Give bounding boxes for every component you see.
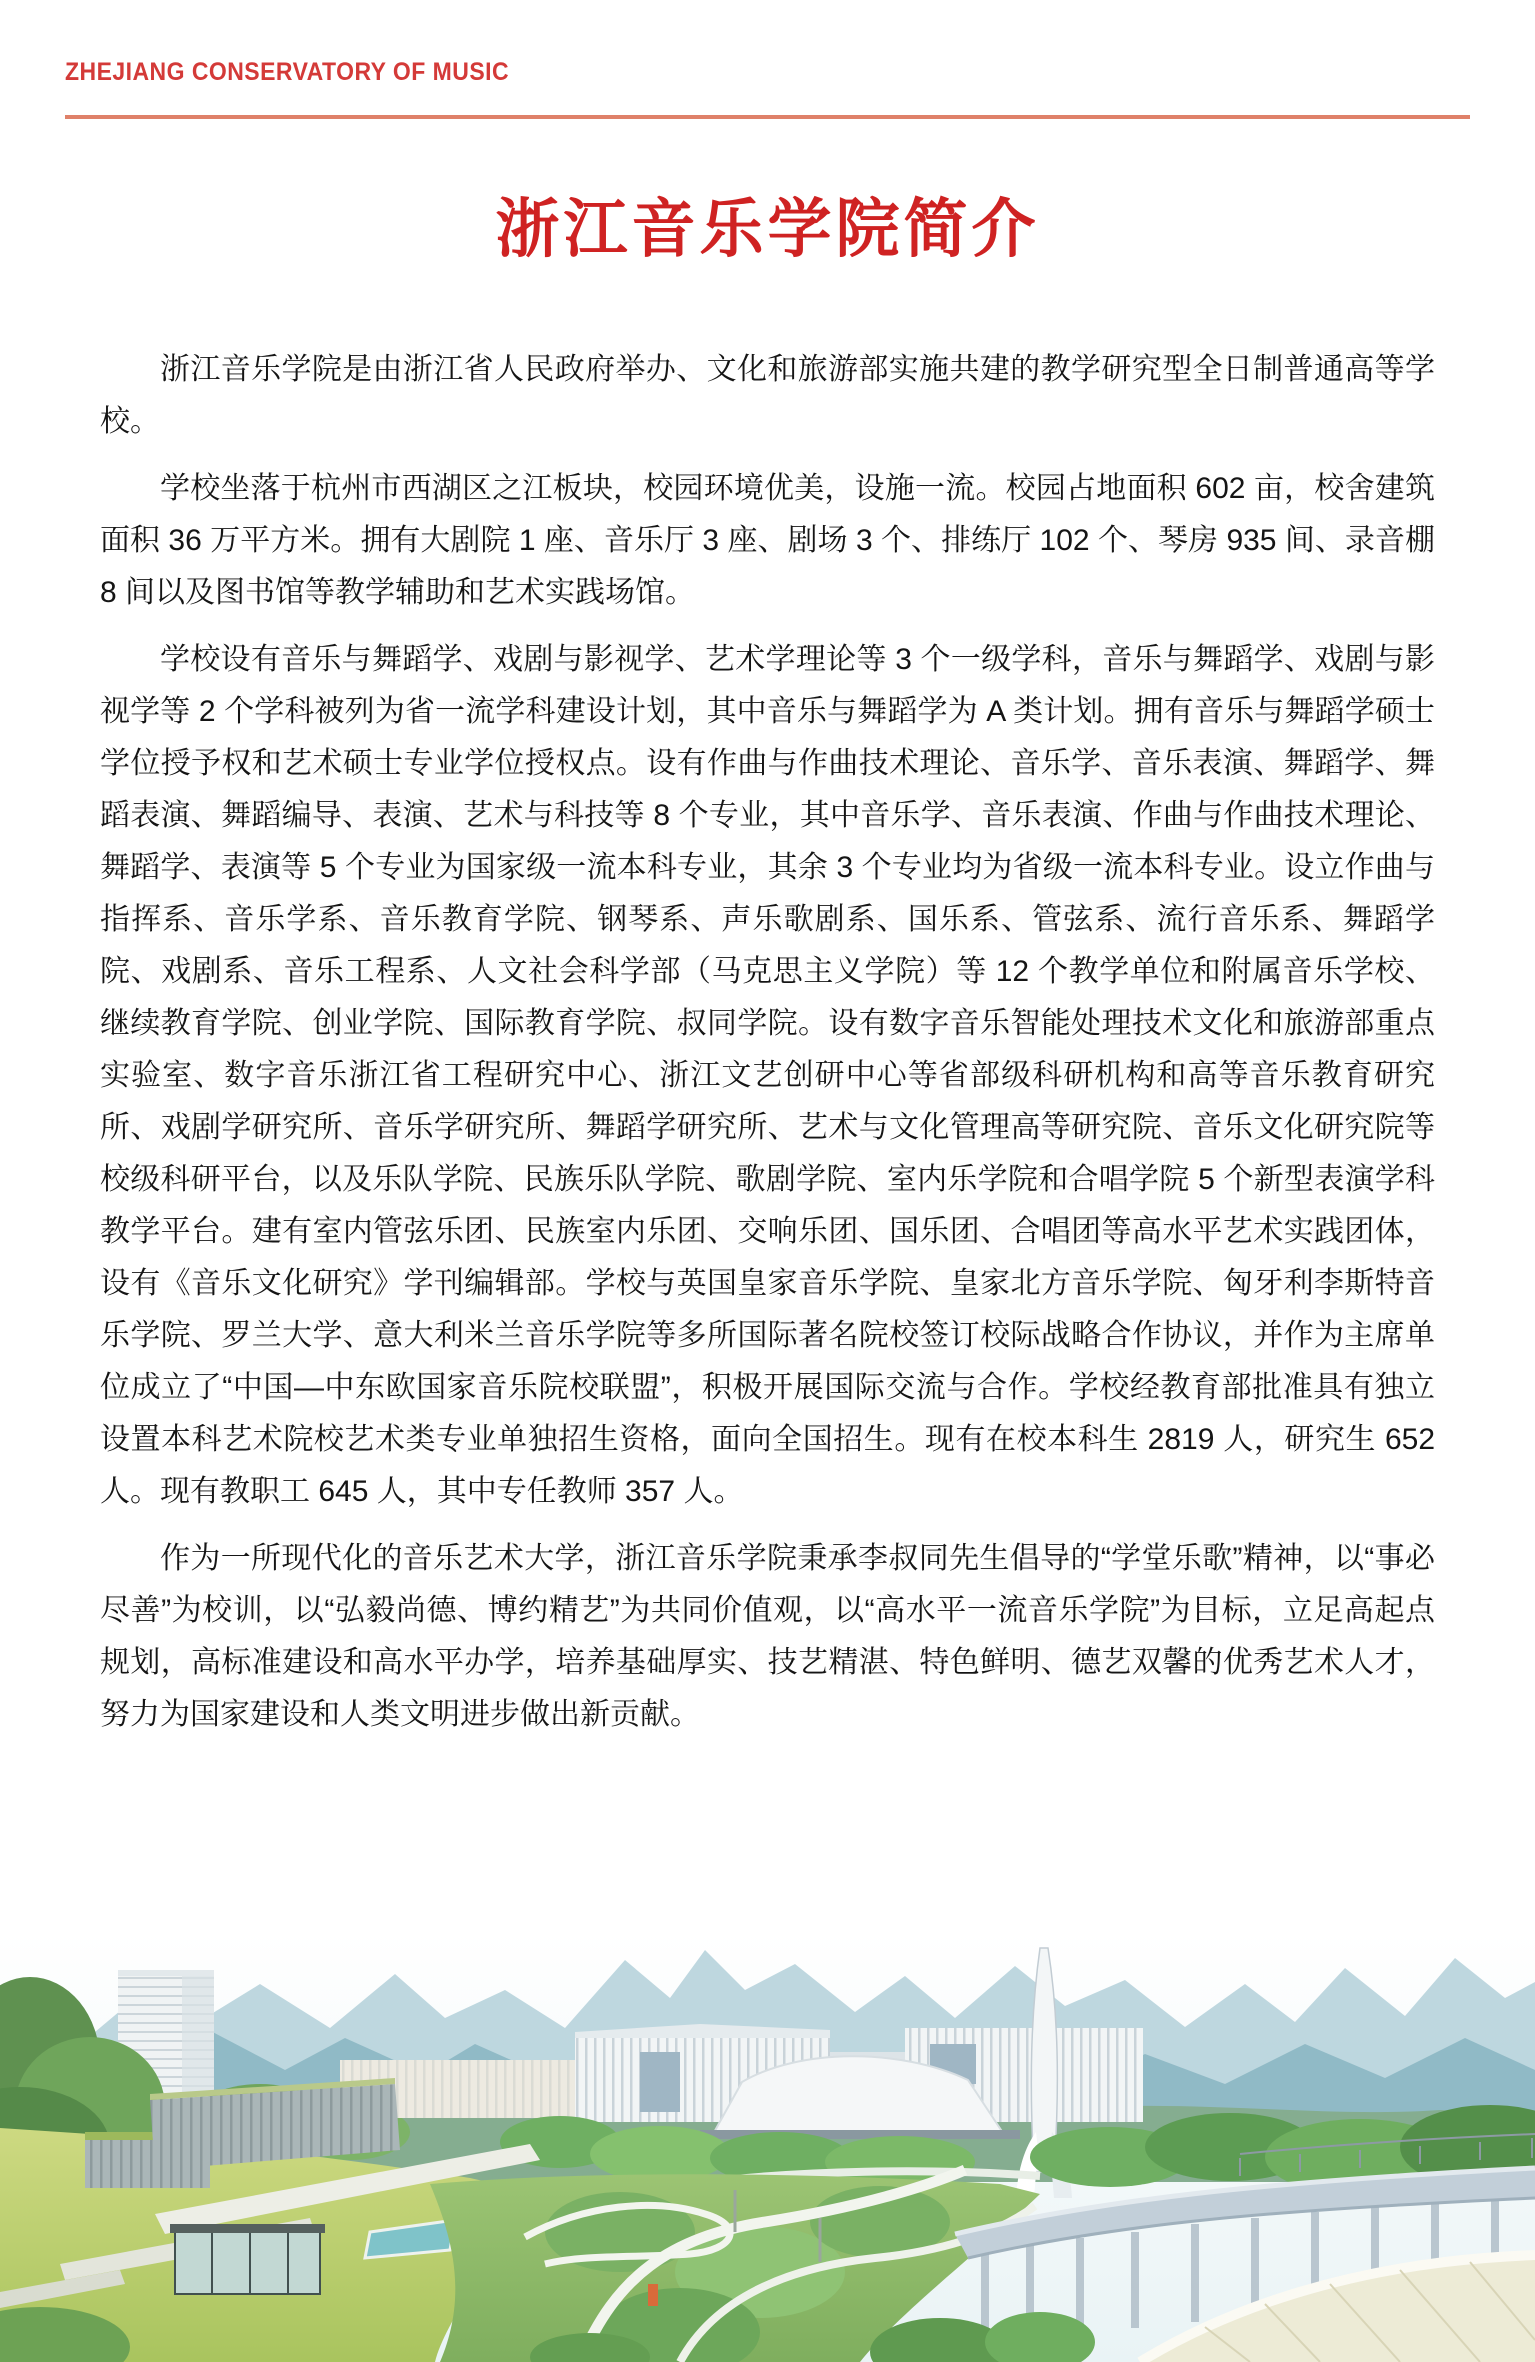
- article-body: [100, 344, 1435, 1756]
- masthead-rule: [65, 115, 1470, 119]
- masthead: [65, 58, 1470, 92]
- campus-photo: [0, 1932, 1535, 2362]
- paragraph-vision: 作为一所现代化的音乐艺术大学，浙江音乐学院秉承李叔同先生倡导的“学堂乐歌”精神，以“事必尽善”为校训，以“弘毅尚德、博约精艺”为共同价值观，以“高水平一流音乐学院”为目标，立足高起点规划，高标准建设和高水平办学，培养基础厚实、技艺精湛、特色鲜明、德艺双馨的优秀艺术人才，努力为国家建设和人类文明进步做出新贡献。: [100, 1542, 1435, 1731]
- paragraph-academics: 学校设有音乐与舞蹈学、戏剧与影视学、艺术学理论等 3 个一级学科，音乐与舞蹈学、戏剧与影视学等 2 个学科被列为省一流学科建设计划，其中音乐与舞蹈学为 A 类计划。拥有音乐与舞蹈学硕士学位授予权和艺术硕士专业学位授权点。设有作曲与作曲技术理论、音乐学、音乐表演、舞蹈学、舞蹈表演、舞蹈编导、表演、艺术与科技等 8 个专业，其中音乐学、音乐表演、作曲与作曲技术理论、舞蹈学、表演等 5 个专业为国家级一流本科专业，其余 3 个专业均为省级一流本科专业。设立作曲与指挥系、音乐学系、音乐教育学院、钢琴系、声乐歌剧系、国乐系、管弦系、流行音乐系、舞蹈学院、戏剧系、音乐工程系、人文社会科学部（马克思主义学院）等 12 个教学单位和附属音乐学校、继续教育学院、创业学院、国际教育学院、叔同学院。设有数字音乐智能处理技术文化和旅游部重点实验室、数字音乐浙江省工程研究中心、浙江文艺创研中心等省部级科研机构和高等音乐教育研究所、戏剧学研究所、音乐学研究所、舞蹈学研究所、艺术与文化管理高等研究院、音乐文化研究院等校级科研平台，以及乐队学院、民族乐队学院、歌剧学院、室内乐学院和合唱学院 5 个新型表演学科教学平台。建有室内管弦乐团、民族室内乐团、交响乐团、国乐团、合唱团等高水平艺术实践团体，设有《音乐文化研究》学刊编辑部。学校与英国皇家音乐学院、皇家北方音乐学院、匈牙利李斯特音乐学院、罗兰大学、意大利米兰音乐学院等多所国际著名院校签订校际战略合作协议，并作为主席单位成立了“中国—中东欧国家音乐院校联盟”，积极开展国际交流与合作。学校经教育部批准具有独立设置本科艺术院校艺术类专业单独招生资格，面向全国招生。现有在校本科生 2819 人，研究生 652 人。现有教职工 645 人，其中专任教师 357 人。: [100, 643, 1435, 1508]
- paragraph-intro: 浙江音乐学院是由浙江省人民政府举办、文化和旅游部实施共建的教学研究型全日制普通高等学校。: [100, 353, 1435, 438]
- campus-photo-illustration: [0, 1932, 1535, 2362]
- masthead-title: ZHEJIANG CONSERVATORY OF MUSIC: [65, 58, 510, 86]
- paragraph-campus: 学校坐落于杭州市西湖区之江板块，校园环境优美，设施一流。校园占地面积 602 亩，校舍建筑面积 36 万平方米。拥有大剧院 1 座、音乐厅 3 座、剧场 3 个、排练厅 102 个、琴房 935 间、录音棚 8 间以及图书馆等教学辅助和艺术实践场馆。: [100, 472, 1435, 609]
- page-title: 浙江音乐学院简介: [495, 194, 1040, 265]
